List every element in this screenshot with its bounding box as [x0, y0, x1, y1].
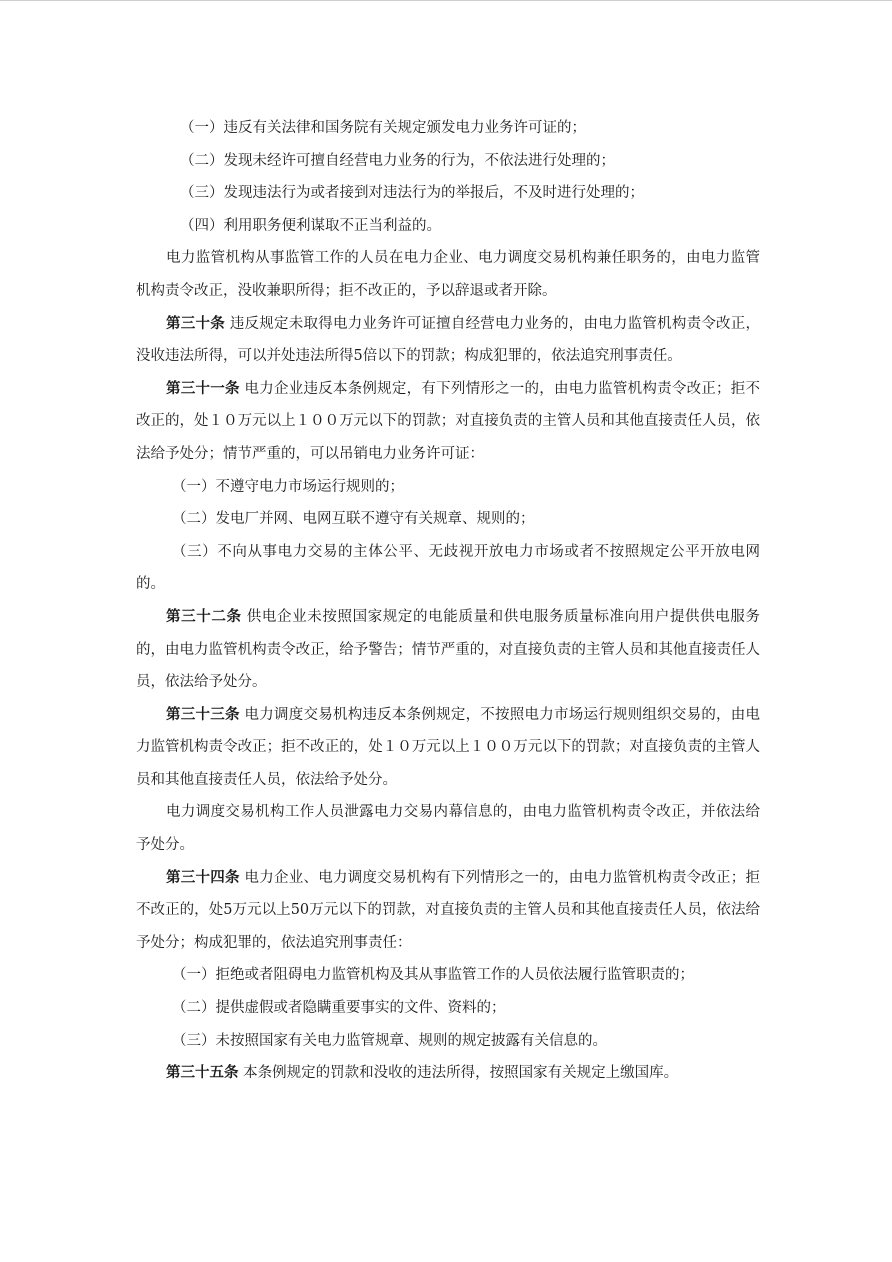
article-paragraph — [136, 1057, 760, 1090]
paragraph-text: 电力监管机构从事监管工作的人员在电力企业、电力调度交易机构兼任职务的，由电力监管机构责令改正，没收兼职所得；拒不改正的，予以辞退或者开除。 — [136, 250, 760, 299]
list-item — [136, 536, 760, 601]
paragraph-text: 电力调度交易机构工作人员泄露电力交易内幕信息的，由电力监管机构责令改正，并依法给予处分。 — [136, 804, 760, 854]
paragraph-text: （四）利用职务便利谋取不正当利益的。 — [180, 217, 441, 234]
list-item — [136, 471, 760, 504]
article-paragraph — [136, 601, 760, 699]
paragraph-text: （一）拒绝或者阻碍电力监管机构及其从事监管工作的人员依法履行监管职责的； — [172, 967, 694, 984]
paragraph-text: 电力调度交易机构违反本条例规定，不按照电力市场运行规则组织交易的，由电力监管机构责令改正；拒不改正的，处１０万元以上１００万元以下的罚款；对直接负责的主管人员和其他直接责任人员，依法给予处分。 — [136, 706, 761, 788]
document-page — [136, 112, 760, 1090]
paragraph-text: 供电企业未按照国家规定的电能质量和供电服务质量标准向用户提供供电服务的，由电力监管机构责令改正，给予警告；情节严重的，对直接负责的主管人员和其他直接责任人员，依法给予处分。 — [136, 608, 761, 691]
list-item — [136, 145, 760, 178]
paragraph-text: 本条例规定的罚款和没收的违法所得，按照国家有关规定上缴国库。 — [243, 1065, 679, 1082]
article-number: 第三十二条 — [166, 607, 242, 625]
article-paragraph — [136, 699, 760, 797]
paragraph-text: （三）不向从事电力交易的主体公平、无歧视开放电力市场或者不按照规定公平开放电网的。 — [136, 543, 760, 593]
list-item — [136, 503, 760, 536]
paragraph-text: （三）发现违法行为或者接到对违法行为的举报后，不及时进行处理的； — [180, 185, 644, 202]
paragraph-text: （三）未按照国家有关电力监管规章、规则的规定披露有关信息的。 — [172, 1032, 607, 1049]
article-number: 第三十一条 — [166, 379, 240, 397]
paragraph-text: （一）不遵守电力市场运行规则的； — [172, 478, 404, 495]
list-item — [136, 1025, 760, 1058]
article-paragraph — [136, 308, 760, 373]
list-item — [136, 992, 760, 1025]
page-top-border — [0, 0, 892, 1]
article-number: 第三十三条 — [166, 705, 240, 723]
paragraph-text: （一）违反有关法律和国务院有关规定颁发电力业务许可证的； — [180, 120, 586, 136]
paragraph-text: （二）发现未经许可擅自经营电力业务的行为，不依法进行处理的； — [180, 152, 615, 169]
list-item — [136, 112, 760, 145]
article-paragraph — [136, 373, 760, 471]
paragraph — [136, 796, 760, 861]
article-number: 第三十条 — [166, 314, 225, 332]
article-number: 第三十五条 — [166, 1064, 239, 1082]
paragraph-text: 电力企业、电力调度交易机构有下列情形之一的，由电力监管机构责令改正；拒不改正的，处5万元以上50万元以下的罚款，对直接负责的主管人员和其他直接责任人员，依法给予处分；构成犯罪的，依法追究刑事责任： — [136, 869, 761, 951]
paragraph-text: （二）发电厂并网、电网互联不遵守有关规章、规则的； — [172, 511, 535, 528]
paragraph-text: 违反规定未取得电力业务许可证擅自经营电力业务的，由电力监管机构责令改正，没收违法所得，可以并处违法所得5倍以下的罚款；构成犯罪的，依法追究刑事责任。 — [136, 315, 761, 365]
article-paragraph — [136, 862, 760, 960]
paragraph-text: 电力企业违反本条例规定，有下列情形之一的，由电力监管机构责令改正；拒不改正的，处１０万元以上１００万元以下的罚款；对直接负责的主管人员和其他直接责任人员，依法给予处分；情节严重的，可以吊销电力业务许可证： — [136, 380, 761, 462]
list-item — [136, 210, 760, 243]
list-item — [136, 959, 760, 992]
list-item — [136, 177, 760, 210]
paragraph-text: （二）提供虚假或者隐瞒重要事实的文件、资料的； — [172, 1000, 506, 1017]
paragraph — [136, 242, 760, 307]
article-number: 第三十四条 — [166, 868, 240, 886]
